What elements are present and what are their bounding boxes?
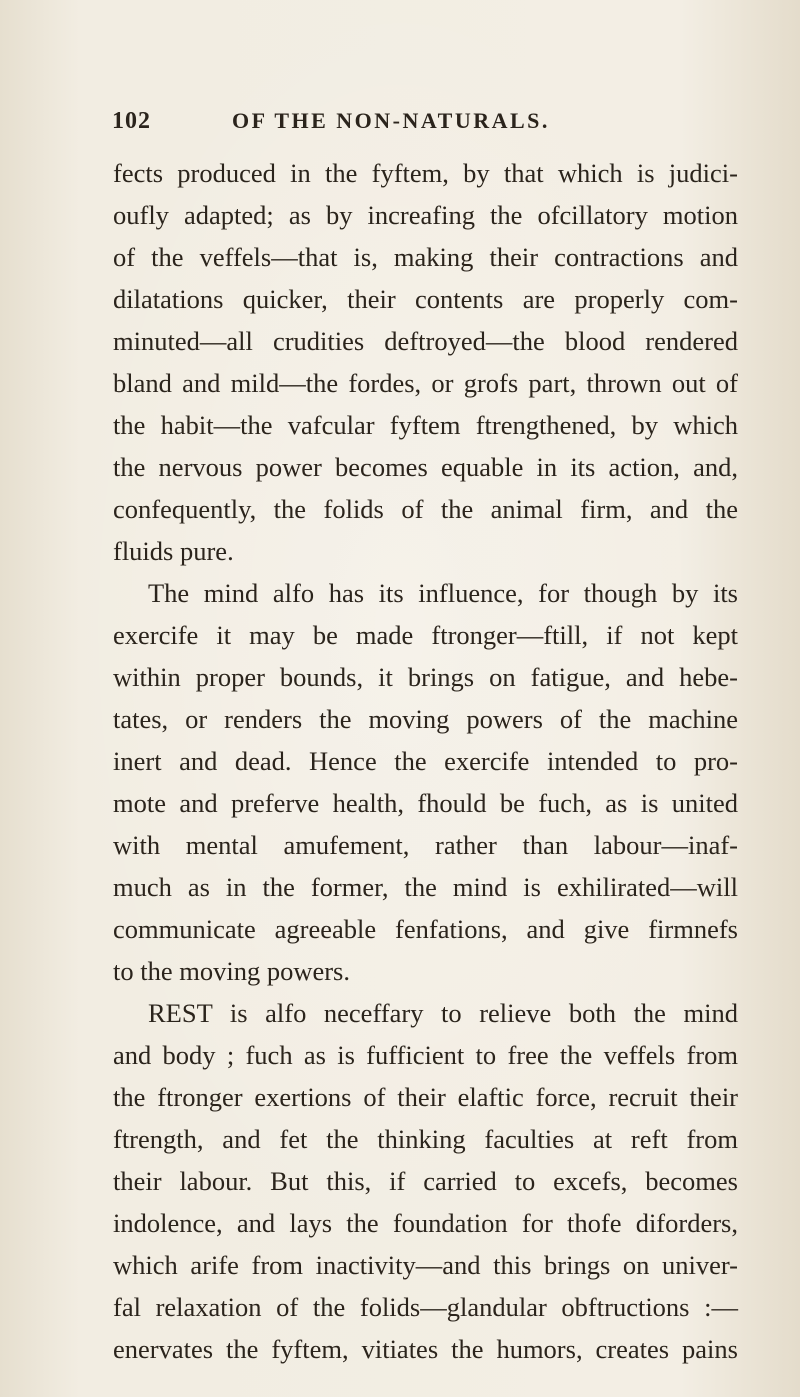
text-line: indolence, and lays the foundation for thofe diforders, [113,1208,738,1238]
text-line: exercife it may be made ftronger—ftill, if not kept [113,620,738,650]
paragraph-end-line: to the moving powers. [113,956,350,986]
text-line: the habit—the vafcular fyftem ftrengthened, by which [113,410,738,440]
text-line: fects produced in the fyftem, by that which is judici- [113,158,738,188]
text-line: which arife from inactivity—and this brings on univer- [113,1250,738,1280]
text-line: confequently, the folids of the animal firm, and the [113,494,738,524]
text-line: of the veffels—that is, making their contractions and [113,242,738,272]
text-line: mote and preferve health, fhould be fuch, as is united [113,788,738,818]
text-line: much as in the former, the mind is exhilirated—will [113,872,738,902]
text-line: oufly adapted; as by increafing the ofcillatory motion [113,200,738,230]
text-line: dilatations quicker, their contents are properly com- [113,284,738,314]
text-line: fal relaxation of the folids—glandular obftructions :— [113,1292,738,1322]
running-title: OF THE NON-NATURALS. [232,108,550,133]
text-line: enervates the fyftem, vitiates the humors, creates pains [113,1334,738,1364]
text-line: within proper bounds, it brings on fatigue, and hebe- [113,662,738,692]
paragraph-end-line: fluids pure. [113,536,234,566]
text-line: with mental amufement, rather than labour—inaf- [113,830,738,860]
paragraph-start-line: The mind alfo has its influence, for though by its [148,578,738,608]
text-line: communicate agreeable fenfations, and give firmnefs [113,914,738,944]
text-line: tates, or renders the moving powers of the machine [113,704,738,734]
page-number: 102 [112,108,151,134]
paragraph-start-line: REST is alfo neceffary to relieve both the mind [148,998,738,1028]
text-line: ftrength, and fet the thinking faculties at reft from [113,1124,738,1154]
running-head [112,108,712,148]
text-line: the nervous power becomes equable in its action, and, [113,452,738,482]
text-line: minuted—all crudities deftroyed—the blood rendered [113,326,738,356]
text-line: bland and mild—the fordes, or grofs part, thrown out of [113,368,738,398]
text-line: and body ; fuch as is fufficient to free the veffels from [113,1040,738,1070]
text-line: their labour. But this, if carried to excefs, becomes [113,1166,738,1196]
text-line: inert and dead. Hence the exercife intended to pro- [113,746,738,776]
text-line: the ftronger exertions of their elaftic force, recruit their [113,1082,738,1112]
